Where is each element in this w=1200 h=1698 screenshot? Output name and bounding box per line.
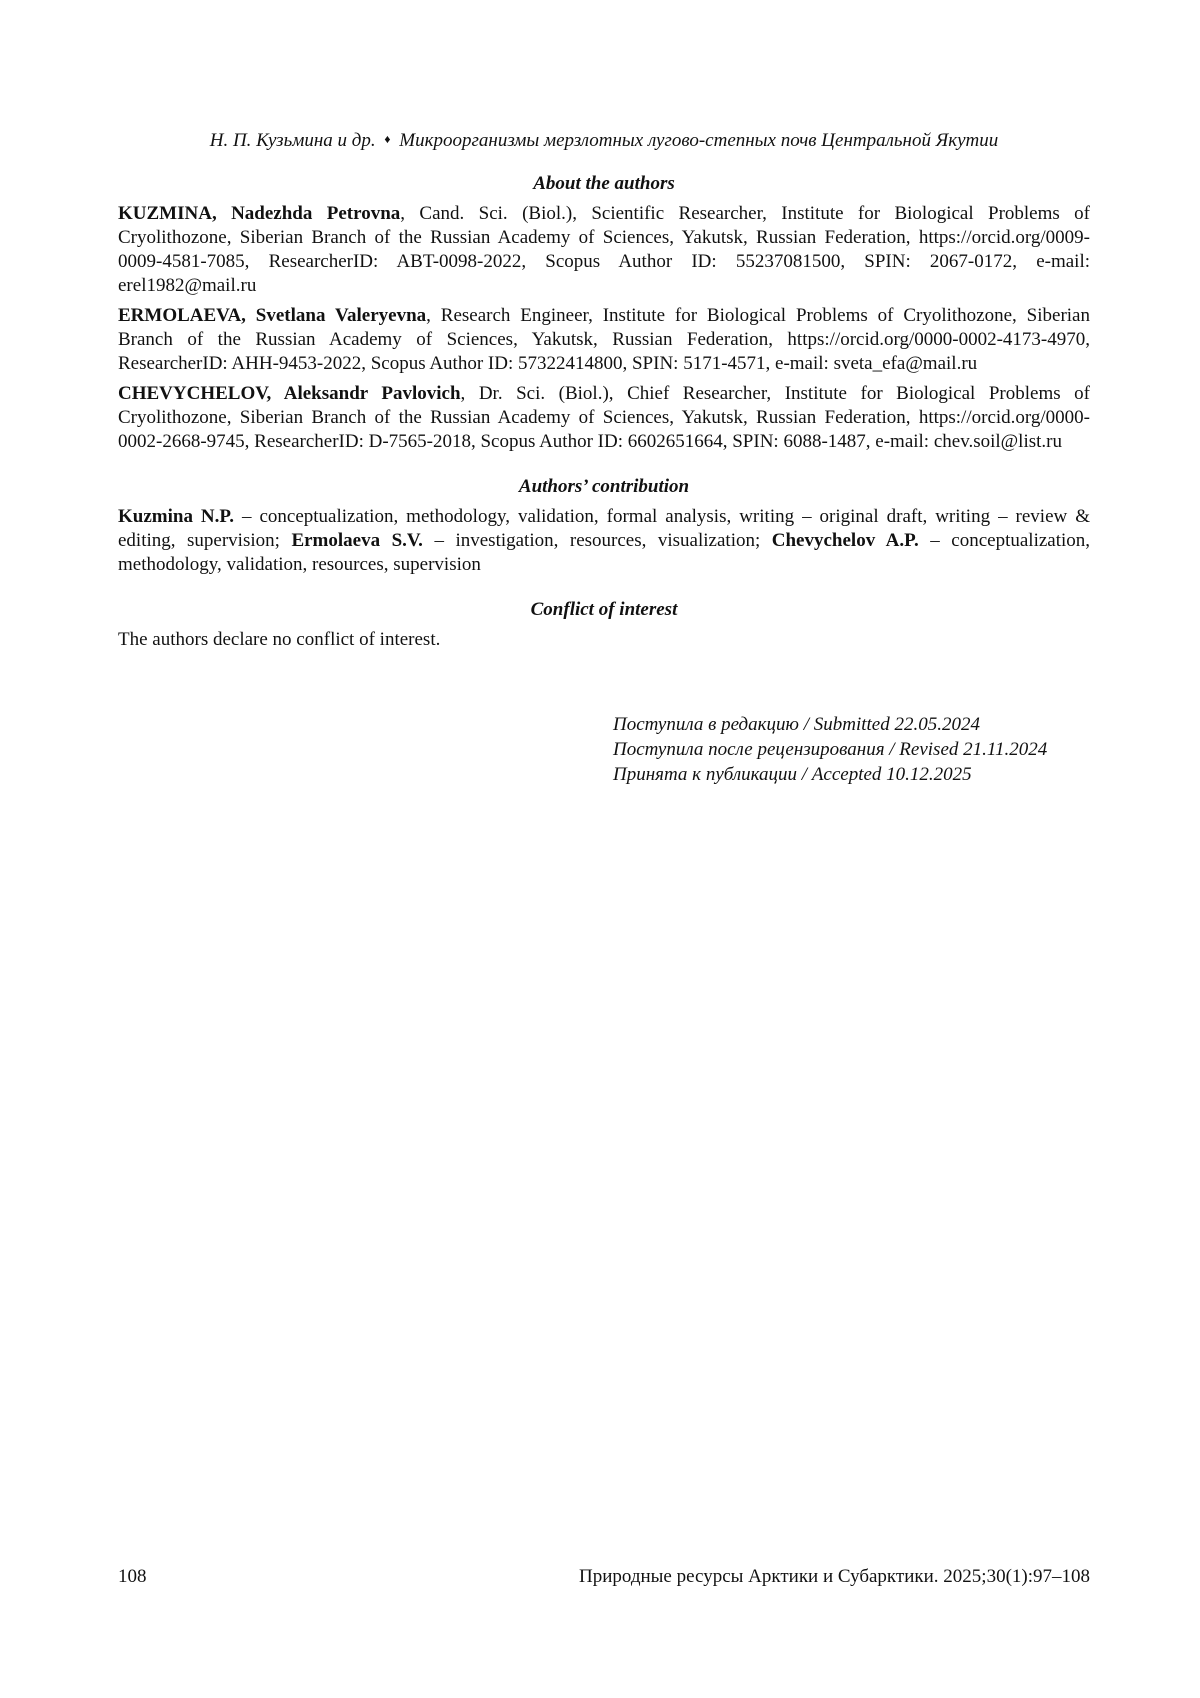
accepted-date: Принята к публикации / Accepted 10.12.2025 [613,764,972,785]
about-authors-heading: About the authors [533,173,675,194]
author-name: CHEVYCHELOV, Aleksandr Pavlovich [118,383,461,404]
submitted-date: Поступила в редакцию / Submitted 22.05.2024 [613,714,980,735]
author-details: , Cand. Sci. (Biol.), Scientific Researcher, Institute for Biological Problems of Cryolithozone, Siberian Branch of the Russian Academy of Sciences, Yakutsk, Russian Federation, https://orcid.org/0009-0009-4581-7085, ResearcherID: ABT-0098-2022, Scopus Author ID: 55237081500, SPIN: 2067-0172, e-mail: erel1982@mail.ru [118,203,1090,296]
contributor-name: Kuzmina N.P. [118,506,235,527]
contributor-roles: – investigation, resources, visualization; [422,530,772,551]
contribution-heading: Authors’ contribution [518,476,690,497]
contributor-name: Chevychelov A.P. [771,530,919,551]
contribution-text [118,505,1090,577]
article-back-matter [118,172,1090,652]
contributor-name: Ermolaeva S.V. [291,530,423,551]
conflict-statement: The authors declare no conflict of interest. [118,629,441,650]
publication-dates [613,712,1047,787]
running-head-title: Микроорганизмы мерзлотных лугово-степных почв Центральной Якутии [399,130,999,151]
journal-citation: Природные ресурсы Арктики и Субарктики. 2025;30(1):97–108 [578,1566,1090,1587]
author-entry [118,382,1090,454]
author-name: KUZMINA, Nadezhda Petrovna [118,203,401,224]
author-details: , Research Engineer, Institute for Biological Problems of Cryolithozone, Siberian Branch of the Russian Academy of Sciences, Yakutsk, Russian Federation, https://orcid.org/0000-0002-4173-4970, ResearcherID: AHH-9453-2022, Scopus Author ID: 57322414800, SPIN: 5171-4571, e-mail: sveta_efa@mail.ru [118,305,1090,374]
diamond-separator-icon: ♦ [384,132,391,146]
running-head [118,130,1090,152]
author-details: , Dr. Sci. (Biol.), Chief Researcher, Institute for Biological Problems of Cryolithozone, Siberian Branch of the Russian Academy of Sciences, Yakutsk, Russian Federation, https://orcid.org/0000-0002-2668-9745, ResearcherID: D-7565-2018, Scopus Author ID: 6602651664, SPIN: 6088-1487, e-mail: chev.soil@list.ru [118,383,1090,452]
contributor-roles: – conceptualization, methodology, validation, formal analysis, writing – original draft, writing – review & editing, supervision; [118,506,1090,551]
author-entry [118,304,1090,376]
conflict-heading: Conflict of interest [530,599,678,620]
author-name: ERMOLAEVA, Svetlana Valeryevna [118,305,427,326]
contributor-roles: – conceptualization, methodology, validation, resources, supervision [118,530,1091,575]
running-head-authors: Н. П. Кузьмина и др. [209,130,376,151]
page-number: 108 [118,1566,147,1587]
revised-date: Поступила после рецензирования / Revised 21.11.2024 [613,739,1048,760]
author-entry [118,202,1090,298]
